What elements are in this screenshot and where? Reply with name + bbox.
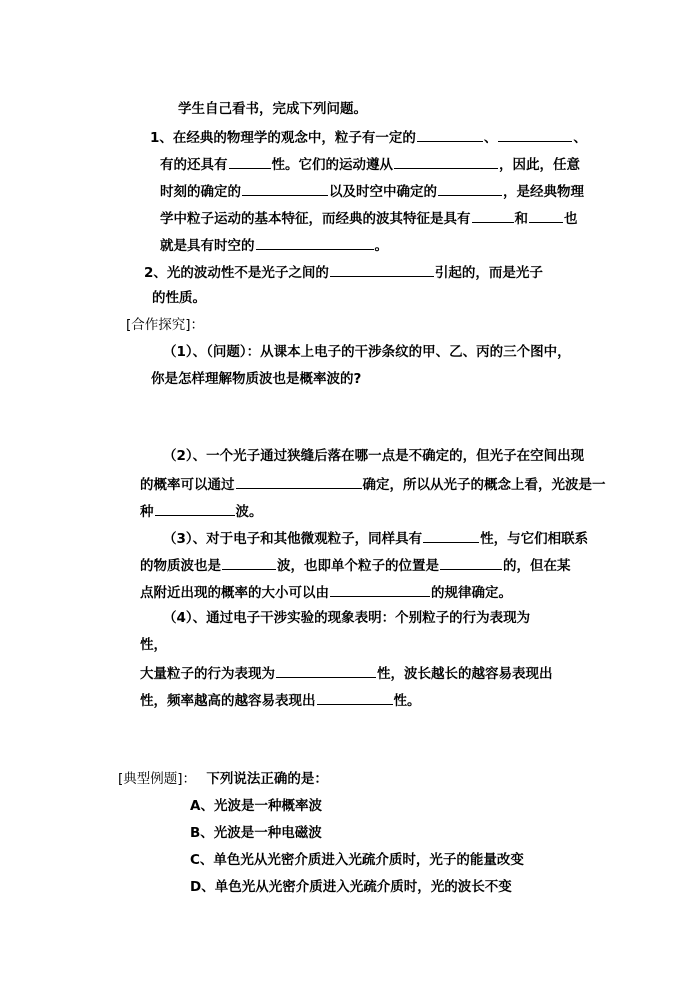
q2-text: 引起的，而是光子 — [434, 265, 543, 281]
q2-line-2: 的性质。 — [152, 290, 206, 306]
coop-text: 点附近出现的概率的大小可以由 — [140, 585, 329, 601]
coop-text: 的概率可以通过 — [140, 477, 235, 493]
q1-line-1 — [150, 127, 587, 147]
q1-line-5 — [160, 235, 388, 255]
q1-text: ，是经典物理 — [503, 184, 584, 200]
intro-text: 学生自己看书，完成下列问题。 — [178, 101, 367, 117]
coop-text: 确定，所以从光子的概念上看，光波是一 — [362, 477, 606, 493]
q1-blank-4[interactable] — [394, 154, 498, 169]
q1-text: 就是具有时空的 — [160, 238, 255, 254]
q1-text: 有的还具有 — [160, 157, 228, 173]
option-c[interactable]: C、单色光从光密介质进入光疏介质时，光子的能量改变 — [190, 852, 524, 868]
example-line — [118, 770, 328, 788]
coop-text: 性。 — [393, 693, 421, 709]
coop-text: 的规律确定。 — [431, 585, 512, 601]
q1-blank-7[interactable] — [472, 208, 514, 223]
coop-p2-blank-1[interactable] — [236, 474, 362, 489]
coop-text: 的物质波也是 — [140, 558, 221, 574]
coop-text: 波。 — [235, 504, 263, 520]
q1-blank-8[interactable] — [529, 208, 563, 223]
coop-p4-line-2: 性， — [140, 637, 167, 653]
coop-p3-line-1 — [163, 528, 588, 548]
q2-line-1 — [144, 262, 543, 282]
coop-p3-blank-2[interactable] — [222, 555, 276, 570]
q1-separator: 、 — [573, 130, 587, 146]
q1-blank-3[interactable] — [229, 154, 271, 169]
coop-text: 性，波长越长的越容易表现出 — [377, 666, 553, 682]
coop-text: 性，与它们相联系 — [480, 531, 589, 547]
coop-text: 性，频率越高的越容易表现出 — [140, 693, 316, 709]
coop-text: 大量粒子的行为表现为 — [140, 666, 275, 682]
coop-p2-line-2 — [140, 474, 606, 494]
coop-p4-line-1: （4）、通过电子干涉实验的现象表明：个别粒子的行为表现为 — [163, 610, 531, 626]
coop-p2-line-1: （2）、一个光子通过狭缝后落在哪一点是不确定的，但光子在空间出现 — [163, 448, 585, 464]
coop-heading: [合作探究]： — [126, 317, 205, 333]
example-question: 下列说法正确的是： — [206, 771, 328, 787]
option-b[interactable]: B、光波是一种电磁波 — [190, 825, 322, 841]
q1-text: 学中粒子运动的基本特征，而经典的波其特征是具有 — [160, 211, 471, 227]
coop-text: 的，但在某 — [503, 558, 571, 574]
coop-p2-line-3 — [140, 501, 263, 521]
q2-text: 2、光的波动性不是光子之间的 — [144, 265, 329, 281]
coop-p3-line-3 — [140, 582, 512, 602]
q1-text: 。 — [374, 238, 388, 254]
coop-p3-blank-4[interactable] — [330, 582, 430, 597]
q1-separator: 、 — [483, 130, 498, 146]
coop-p3-blank-3[interactable] — [440, 555, 502, 570]
option-d[interactable]: D、单色光从光密介质进入光疏介质时，光的波长不变 — [190, 879, 512, 895]
q1-blank-2[interactable] — [498, 127, 572, 142]
coop-p3-blank-1[interactable] — [423, 528, 479, 543]
q1-text: 也 — [564, 211, 578, 227]
q1-line-2 — [160, 154, 580, 174]
q1-line-3 — [160, 181, 584, 201]
coop-p1-line-2: 你是怎样理解物质波也是概率波的? — [151, 371, 362, 387]
coop-p3-line-2 — [140, 555, 571, 575]
coop-p4-line-4 — [140, 690, 421, 710]
example-heading: [典型例题]： — [118, 771, 197, 787]
coop-p4-line-3 — [140, 663, 553, 683]
q1-blank-9[interactable] — [256, 235, 374, 250]
q1-text: 以及时空中确定的 — [329, 184, 437, 200]
option-a[interactable]: A、光波是一种概率波 — [190, 798, 322, 814]
q1-line-4 — [160, 208, 578, 228]
q1-blank-6[interactable] — [438, 181, 502, 196]
q1-text: 性。它们的运动遵从 — [271, 157, 393, 173]
coop-p4-blank-2[interactable] — [317, 690, 393, 705]
q2-blank-1[interactable] — [330, 262, 434, 277]
q1-text: 和 — [514, 211, 528, 227]
coop-p1-line-1: （1）、（问题）：从课本上电子的干涉条纹的甲、乙、丙的三个图中， — [163, 344, 571, 360]
coop-p4-blank-1[interactable] — [276, 663, 376, 678]
q1-text: 1、在经典的物理学的观念中，粒子有一定的 — [150, 130, 416, 146]
coop-p2-blank-2[interactable] — [155, 501, 235, 516]
q1-blank-1[interactable] — [417, 127, 483, 142]
coop-text: （3）、对于电子和其他微观粒子，同样具有 — [163, 531, 423, 547]
coop-text: 种 — [140, 504, 154, 520]
q1-blank-5[interactable] — [242, 181, 328, 196]
q1-text: ，因此，任意 — [499, 157, 580, 173]
q1-text: 时刻的确定的 — [160, 184, 241, 200]
coop-text: 波，也即单个粒子的位置是 — [277, 558, 439, 574]
